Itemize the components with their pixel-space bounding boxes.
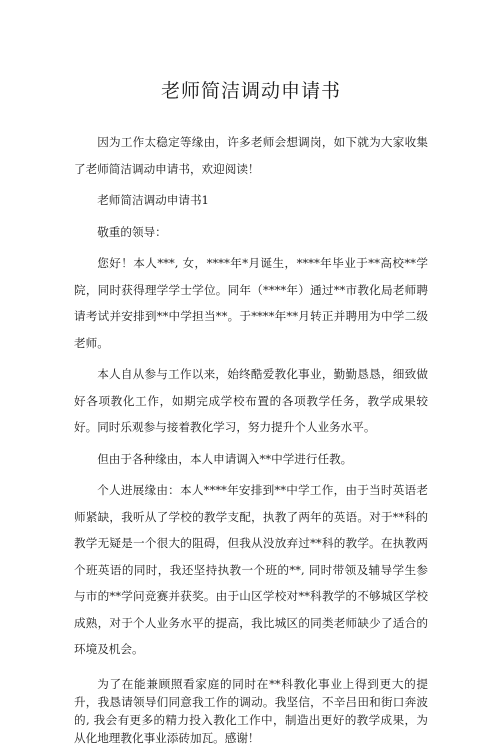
paragraph-reasons: 个人进展缘由：本人****年安排到**中学工作，由于当时英语老师紧缺，我听从了学校的教学支配，执教了两年的英语。对于**科的教学无疑是一个很大的阻碍，但我从没放弃过**科的教学。在执教两个班英语的同时，我还坚持执教一个班的**, 同时带领及辅导学生参与市的**学问竞赛并获奖。由于山区学校对**科教学的不够城区学校成熟，对于个人业务水平的提高，我比城区的同类老师缺少了适合的环境及机会。 <box>74 483 428 656</box>
paragraph-request: 但由于各种缘由，本人申请调入**中学进行任教。 <box>97 451 353 466</box>
document-title: 老师简洁调动申请书 <box>160 80 341 102</box>
paragraph-intro: 因为工作太稳定等缘由，许多老师会想调岗，如下就为大家收集了老师简洁调动申请书，欢迎阅读！ <box>74 135 428 176</box>
paragraph-work-record: 本人自从参与工作以来，始终酷爱教化事业，勤勤恳恳，细致做好各项教化工作，如期完成学校布置的各项教学任务，教学成果较好。同时乐观参与接着教化学习，努力提升个人业务水平。 <box>74 367 428 434</box>
paragraph-self-introduction: 您好！本人***, 女，****年*月诞生，****年毕业于**高校**学院，同时获得理学学士学位。同年（****年）通过**市教化局老师聘请考试并安排到**中学担当**。于****年**月转正并聘用为中学二级老师。 <box>74 256 428 350</box>
paragraph-subtitle: 老师简洁调动申请书1 <box>97 193 209 207</box>
paragraph-closing: 为了在能兼顾照看家庭的同时在**科教化事业上得到更大的提升，我恳请领导们同意我工作的调动。我坚信，不辛吕田和街口奔波的, 我会有更多的精力投入教化工作中，制造出更好的教学成果，为从化地理教化事业添砖加瓦。感谢！ <box>74 676 428 745</box>
paragraph-salutation: 敬重的领导： <box>97 224 167 239</box>
